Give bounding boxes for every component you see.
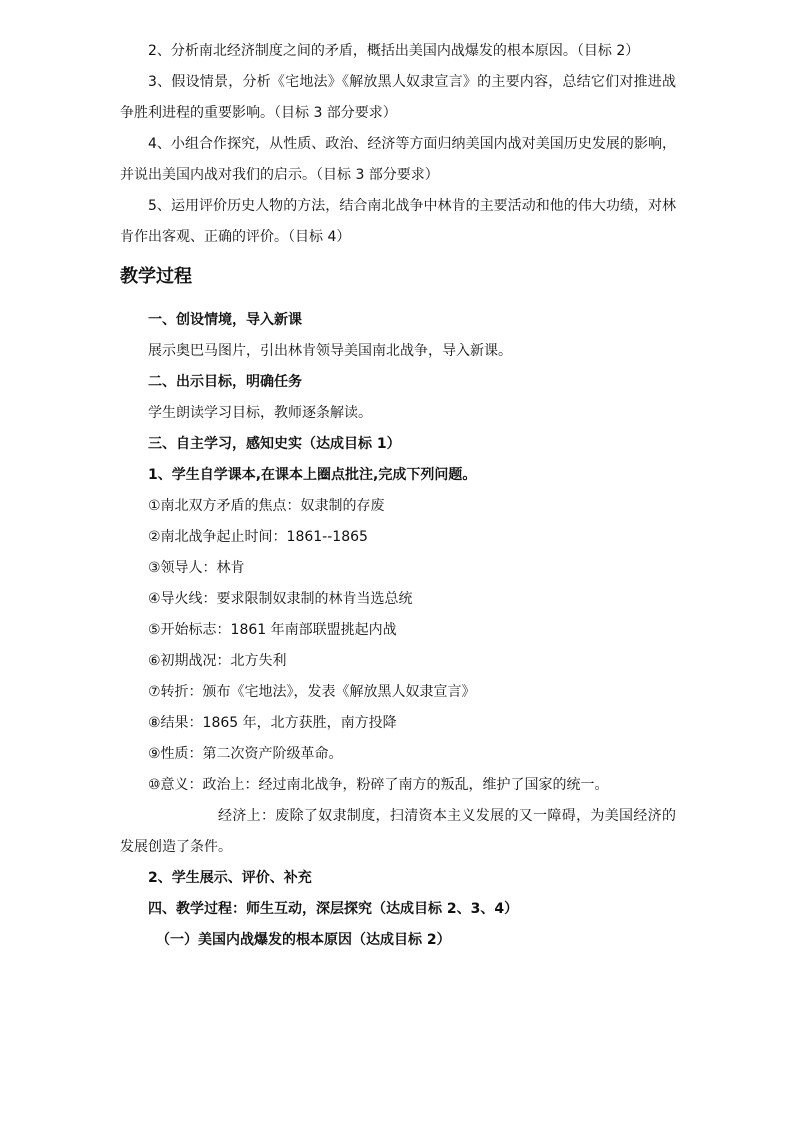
list-item: ⑦转折：颁布《宅地法》，发表《解放黑人奴隶宣言》 xyxy=(148,684,476,700)
section-1-title: 一、创设情境，导入新课 xyxy=(148,312,302,328)
objective-3: 3、假设情景，分析《宅地法》《解放黑人奴隶宣言》的主要内容，总结它们对推进战争胜利进程的重要影响。（目标 3 部分要求） xyxy=(120,74,676,121)
section-2-title: 二、出示目标，明确任务 xyxy=(148,374,302,390)
section-3-task: 1、学生自学课本,在课本上圈点批注,完成下列问题。 xyxy=(148,467,477,483)
teaching-process-heading: 教学过程 xyxy=(120,266,192,287)
section-2-text: 学生朗读学习目标，教师逐条解读。 xyxy=(148,405,372,421)
list-item: ⑨性质：第二次资产阶级革命。 xyxy=(148,746,343,762)
list-item: ⑤开始标志：1861 年南部联盟挑起内战 xyxy=(148,622,397,638)
significance-political: ⑩意义：政治上：经过南北战争，粉碎了南方的叛乱，维护了国家的统一。 xyxy=(148,777,609,793)
list-item: ④导火线：要求限制奴隶制的林肯当选总统 xyxy=(148,591,413,607)
document-content xyxy=(120,36,676,956)
list-item: ①南北双方矛盾的焦点：奴隶制的存废 xyxy=(148,498,385,514)
section-3-task-2: 2、学生展示、评价、补充 xyxy=(148,870,312,886)
section-4-title: 四、教学过程：师生互动，深层探究（达成目标 2、3、4） xyxy=(148,901,519,917)
section-4-sub-1: （一）美国内战爆发的根本原因（达成目标 2） xyxy=(156,932,451,948)
list-item: ②南北战争起止时间：1861--1865 xyxy=(148,529,368,545)
list-item: ⑧结果：1865 年，北方获胜，南方投降 xyxy=(148,715,397,731)
section-3-title: 三、自主学习，感知史实（达成目标 1） xyxy=(148,436,401,452)
section-1-text: 展示奥巴马图片，引出林肯领导美国南北战争，导入新课。 xyxy=(148,343,512,359)
significance-economic: 经济上：废除了奴隶制度，扫清资本主义发展的又一障碍，为美国经济的发展创造了条件。 xyxy=(120,808,676,855)
objective-2: 2、分析南北经济制度之间的矛盾，概括出美国内战爆发的根本原因。（目标 2） xyxy=(148,43,640,59)
objective-4: 4、小组合作探究，从性质、政治、经济等方面归纳美国内战对美国历史发展的影响，并说出美国内战对我们的启示。（目标 3 部分要求） xyxy=(120,136,676,183)
objective-5: 5、运用评价历史人物的方法，结合南北战争中林肯的主要活动和他的伟大功绩，对林肯作出客观、正确的评价。（目标 4） xyxy=(120,198,676,245)
list-item: ⑥初期战况：北方失利 xyxy=(148,653,287,669)
list-item: ③领导人：林肯 xyxy=(148,560,245,576)
